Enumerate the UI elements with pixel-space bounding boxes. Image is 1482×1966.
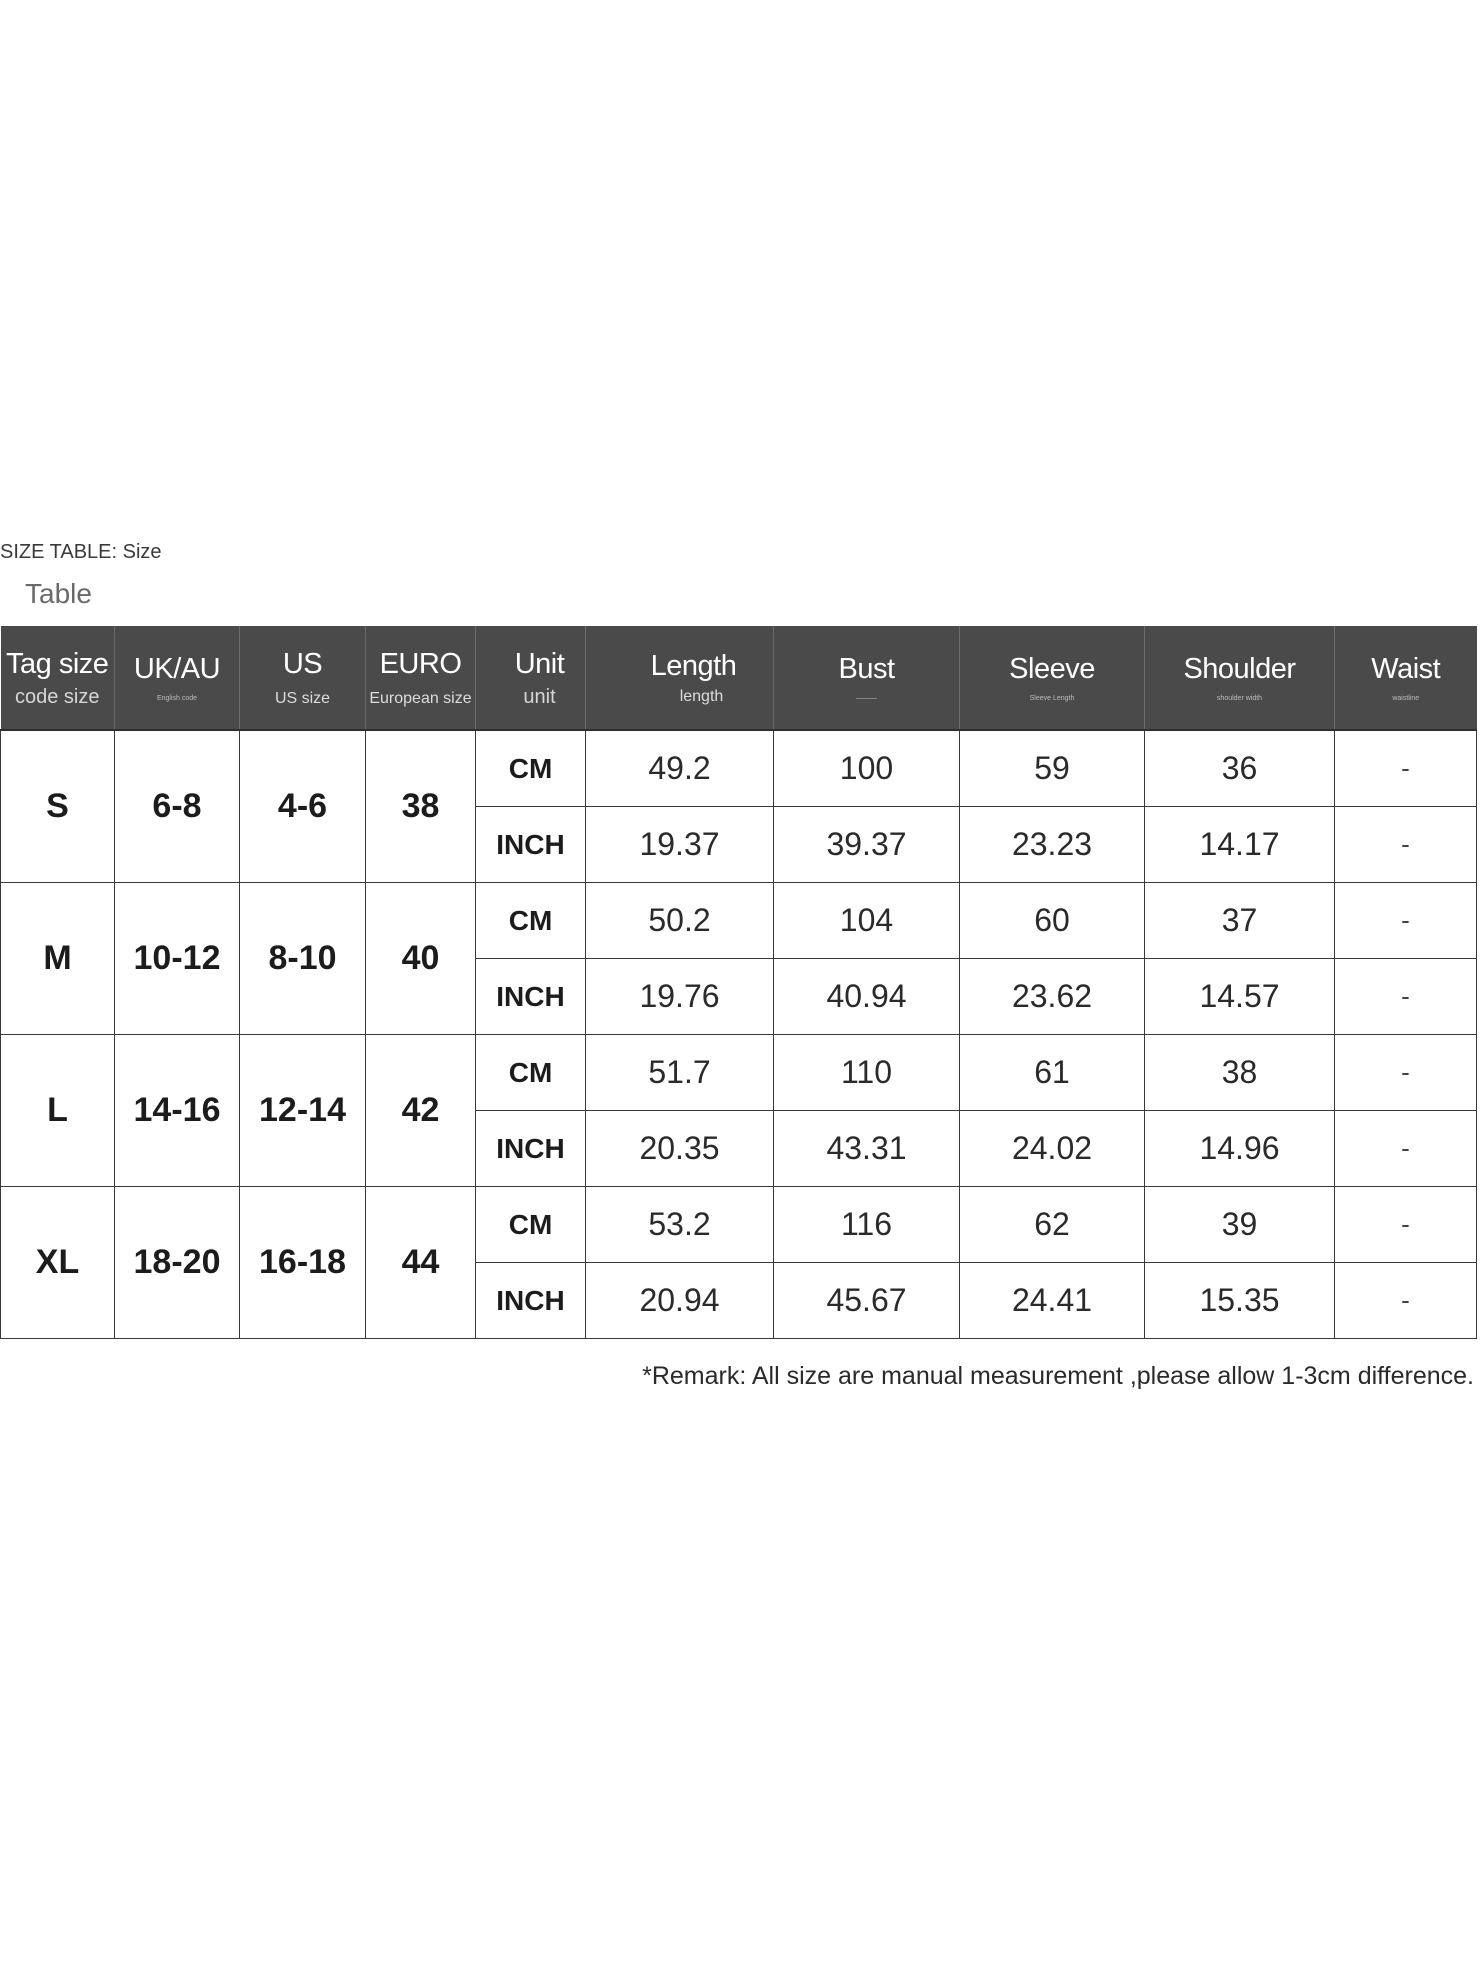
- shoulder-cell: 38: [1145, 1035, 1335, 1111]
- tag-size-cell: M: [1, 883, 115, 1035]
- header-row: [1, 626, 1477, 730]
- size-table-caption: SIZE TABLE: Size: [0, 541, 162, 563]
- waist-cell: -: [1335, 730, 1477, 807]
- header-length: [586, 626, 774, 730]
- euro-size-cell: 40: [366, 883, 476, 1035]
- euro-size-cell: 38: [366, 730, 476, 883]
- shoulder-cell: 37: [1145, 883, 1335, 959]
- header-unit: [476, 626, 586, 730]
- shoulder-cell: 14.17: [1145, 807, 1335, 883]
- waist-cell: -: [1335, 1187, 1477, 1263]
- length-cell: 49.2: [586, 730, 774, 807]
- unit-cell: INCH: [476, 1111, 586, 1187]
- bust-cell: 39.37: [774, 807, 960, 883]
- us-size-cell: 12-14: [240, 1035, 366, 1187]
- sleeve-cell: 59: [960, 730, 1145, 807]
- header-bust-label: Bust: [838, 652, 895, 685]
- size-table: [0, 626, 1477, 1339]
- waist-cell: -: [1335, 1035, 1477, 1111]
- header-us: [240, 626, 366, 730]
- header-bust: [774, 626, 960, 730]
- shoulder-cell: 39: [1145, 1187, 1335, 1263]
- length-cell: 20.94: [586, 1263, 774, 1339]
- header-length-sub: length: [679, 687, 724, 705]
- header-shoulder-sub: shoulder width: [1216, 694, 1263, 702]
- table-row-m-cm: [1, 883, 1477, 959]
- shoulder-cell: 14.96: [1145, 1111, 1335, 1187]
- header-length-label: Length: [650, 649, 737, 682]
- uk-size-cell: 14-16: [115, 1035, 240, 1187]
- header-tag-size-sub: code size: [15, 685, 100, 708]
- tag-size-cell: L: [1, 1035, 115, 1187]
- header-euro-sub: European size: [369, 689, 472, 707]
- length-cell: 53.2: [586, 1187, 774, 1263]
- bust-cell: 43.31: [774, 1111, 960, 1187]
- header-waist-label: Waist: [1371, 652, 1441, 685]
- uk-size-cell: 10-12: [115, 883, 240, 1035]
- table-row-s-cm: [1, 730, 1477, 807]
- bust-cell: 100: [774, 730, 960, 807]
- unit-cell: INCH: [476, 807, 586, 883]
- header-sleeve-sub: Sleeve Length: [1029, 694, 1075, 702]
- size-table-caption-continued: Table: [25, 578, 92, 609]
- bust-cell: 116: [774, 1187, 960, 1263]
- sleeve-cell: 61: [960, 1035, 1145, 1111]
- waist-cell: -: [1335, 959, 1477, 1035]
- header-us-label: US: [282, 647, 323, 680]
- euro-size-cell: 42: [366, 1035, 476, 1187]
- header-waist-sub: waistline: [1392, 694, 1420, 702]
- shoulder-cell: 15.35: [1145, 1263, 1335, 1339]
- header-tag-size-label: Tag size: [6, 647, 109, 680]
- header-bust-sub: ———: [856, 694, 877, 702]
- length-cell: 19.76: [586, 959, 774, 1035]
- waist-cell: -: [1335, 1263, 1477, 1339]
- sleeve-cell: 24.02: [960, 1111, 1145, 1187]
- sleeve-cell: 23.62: [960, 959, 1145, 1035]
- table-row-xl-cm: [1, 1187, 1477, 1263]
- header-unit-sub: unit: [523, 685, 556, 708]
- shoulder-cell: 36: [1145, 730, 1335, 807]
- us-size-cell: 8-10: [240, 883, 366, 1035]
- table-row-l-cm: [1, 1035, 1477, 1111]
- length-cell: 50.2: [586, 883, 774, 959]
- header-euro-label: EURO: [379, 647, 462, 680]
- length-cell: 20.35: [586, 1111, 774, 1187]
- header-unit-label: Unit: [514, 647, 565, 680]
- unit-cell: CM: [476, 1187, 586, 1263]
- bust-cell: 104: [774, 883, 960, 959]
- unit-cell: CM: [476, 883, 586, 959]
- unit-cell: CM: [476, 730, 586, 807]
- length-cell: 51.7: [586, 1035, 774, 1111]
- sleeve-cell: 60: [960, 883, 1145, 959]
- length-cell: 19.37: [586, 807, 774, 883]
- header-uk-au: [115, 626, 240, 730]
- header-us-sub: US size: [274, 689, 331, 707]
- bust-cell: 45.67: [774, 1263, 960, 1339]
- tag-size-cell: XL: [1, 1187, 115, 1339]
- header-sleeve-label: Sleeve: [1009, 652, 1095, 685]
- waist-cell: -: [1335, 807, 1477, 883]
- sleeve-cell: 23.23: [960, 807, 1145, 883]
- header-shoulder-label: Shoulder: [1183, 652, 1296, 685]
- unit-cell: INCH: [476, 959, 586, 1035]
- unit-cell: INCH: [476, 1263, 586, 1339]
- uk-size-cell: 18-20: [115, 1187, 240, 1339]
- euro-size-cell: 44: [366, 1187, 476, 1339]
- uk-size-cell: 6-8: [115, 730, 240, 883]
- waist-cell: -: [1335, 1111, 1477, 1187]
- bust-cell: 40.94: [774, 959, 960, 1035]
- us-size-cell: 4-6: [240, 730, 366, 883]
- tag-size-cell: S: [1, 730, 115, 883]
- header-waist: [1335, 626, 1477, 730]
- waist-cell: -: [1335, 883, 1477, 959]
- header-euro: [366, 626, 476, 730]
- remark-note: *Remark: All size are manual measurement ,please allow 1-3cm difference.: [642, 1362, 1474, 1390]
- sleeve-cell: 24.41: [960, 1263, 1145, 1339]
- header-shoulder: [1145, 626, 1335, 730]
- header-sleeve: [960, 626, 1145, 730]
- sleeve-cell: 62: [960, 1187, 1145, 1263]
- header-uk-au-label: UK/AU: [133, 652, 221, 685]
- shoulder-cell: 14.57: [1145, 959, 1335, 1035]
- bust-cell: 110: [774, 1035, 960, 1111]
- unit-cell: CM: [476, 1035, 586, 1111]
- us-size-cell: 16-18: [240, 1187, 366, 1339]
- header-tag-size: [1, 626, 115, 730]
- header-uk-au-sub: English code: [156, 694, 198, 702]
